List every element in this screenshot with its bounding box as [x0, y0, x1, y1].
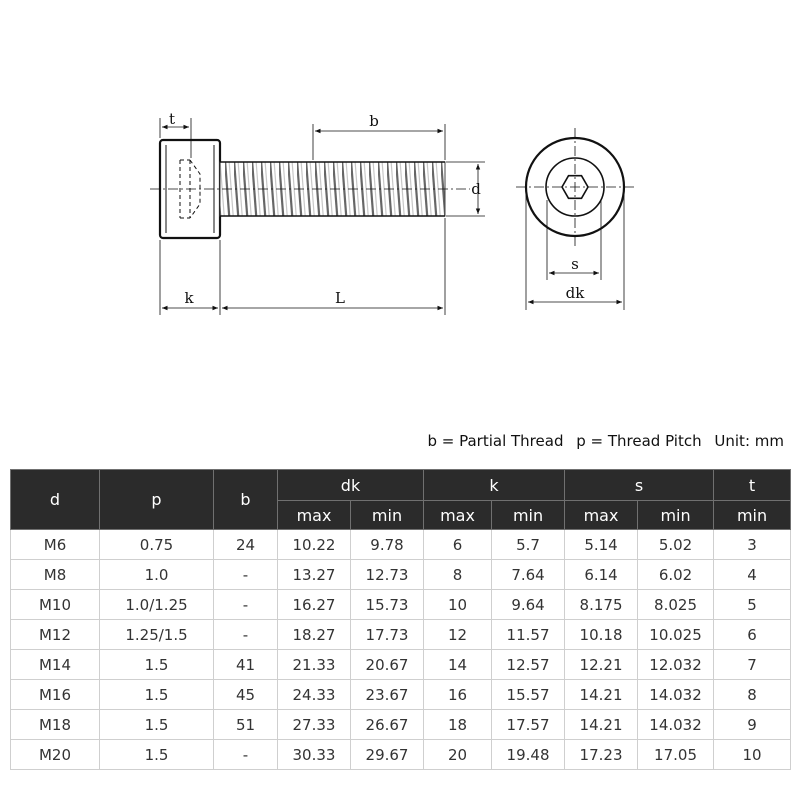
header-s: s — [565, 470, 714, 501]
table-cell: 10 — [424, 590, 492, 620]
label-t: t — [168, 110, 176, 128]
table-cell: 1.5 — [100, 710, 214, 740]
table-cell: 6.14 — [565, 560, 638, 590]
table-cell: - — [214, 740, 278, 770]
table-cell: 14.032 — [638, 710, 714, 740]
label-k: k — [184, 289, 194, 307]
label-L: L — [335, 289, 345, 307]
subheader-dk-max: max — [278, 501, 351, 530]
table-cell: 10.22 — [278, 530, 351, 560]
header-d: d — [11, 470, 100, 530]
table-cell: 27.33 — [278, 710, 351, 740]
table-cell: 10.18 — [565, 620, 638, 650]
header-p: p — [100, 470, 214, 530]
table-cell: 5.02 — [638, 530, 714, 560]
table-cell: 8.175 — [565, 590, 638, 620]
table-cell: 4 — [714, 560, 791, 590]
dimension-k — [160, 240, 220, 315]
table-cell: 19.48 — [492, 740, 565, 770]
label-b: b — [369, 112, 379, 130]
table-cell: 18 — [424, 710, 492, 740]
table-cell: 24 — [214, 530, 278, 560]
table-cell: 13.27 — [278, 560, 351, 590]
table-cell: 9.78 — [351, 530, 424, 560]
dimension-table — [10, 469, 791, 770]
table-row — [11, 560, 791, 590]
table-cell: 20.67 — [351, 650, 424, 680]
table-row — [11, 620, 791, 650]
table-cell: 15.57 — [492, 680, 565, 710]
table-cell: 10 — [714, 740, 791, 770]
subheader-k-min: min — [492, 501, 565, 530]
table-cell: M8 — [11, 560, 100, 590]
table-cell: 8 — [424, 560, 492, 590]
header-dk: dk — [278, 470, 424, 501]
table-cell: 1.0/1.25 — [100, 590, 214, 620]
table-row — [11, 740, 791, 770]
label-dk: dk — [565, 284, 585, 302]
table-cell: M20 — [11, 740, 100, 770]
table-cell: M12 — [11, 620, 100, 650]
table-cell: 17.05 — [638, 740, 714, 770]
dimension-b — [313, 112, 445, 160]
header-k: k — [424, 470, 565, 501]
table-cell: 15.73 — [351, 590, 424, 620]
table-cell: 11.57 — [492, 620, 565, 650]
table-cell: 14.21 — [565, 710, 638, 740]
table-row — [11, 650, 791, 680]
label-d: d — [471, 180, 481, 198]
table-cell: 30.33 — [278, 740, 351, 770]
table-cell: 1.0 — [100, 560, 214, 590]
table-cell: - — [214, 620, 278, 650]
screw-head-end-view — [516, 128, 634, 246]
table-cell: 12.73 — [351, 560, 424, 590]
legend-line — [427, 432, 784, 450]
table-cell: 6 — [424, 530, 492, 560]
table-cell: 12.57 — [492, 650, 565, 680]
table-cell: 20 — [424, 740, 492, 770]
table-cell: M10 — [11, 590, 100, 620]
table-cell: 41 — [214, 650, 278, 680]
table-cell: 18.27 — [278, 620, 351, 650]
table-cell: 9.64 — [492, 590, 565, 620]
table-cell: 12.032 — [638, 650, 714, 680]
legend-thread-pitch: p = Thread Pitch — [576, 432, 702, 450]
table-cell: 5.7 — [492, 530, 565, 560]
table-cell: - — [214, 560, 278, 590]
table-cell: M16 — [11, 680, 100, 710]
table-cell: - — [214, 590, 278, 620]
label-s: s — [571, 255, 579, 273]
table-cell: 5.14 — [565, 530, 638, 560]
table-cell: 7 — [714, 650, 791, 680]
table-cell: M14 — [11, 650, 100, 680]
table-row — [11, 710, 791, 740]
subheader-dk-min: min — [351, 501, 424, 530]
table-cell: 23.67 — [351, 680, 424, 710]
subheader-t-min: min — [714, 501, 791, 530]
table-cell: 7.64 — [492, 560, 565, 590]
legend-unit: Unit: mm — [714, 432, 784, 450]
table-cell: 45 — [214, 680, 278, 710]
table-cell: 14.032 — [638, 680, 714, 710]
table-cell: 1.5 — [100, 680, 214, 710]
table-cell: 5 — [714, 590, 791, 620]
table-cell: 12.21 — [565, 650, 638, 680]
table-row — [11, 680, 791, 710]
header-b: b — [214, 470, 278, 530]
table-cell: 1.5 — [100, 740, 214, 770]
table-cell: 1.25/1.5 — [100, 620, 214, 650]
table-cell: 14.21 — [565, 680, 638, 710]
table-cell: 16 — [424, 680, 492, 710]
table-cell: 9 — [714, 710, 791, 740]
table-body — [11, 530, 791, 770]
table-cell: 51 — [214, 710, 278, 740]
table-cell: 17.73 — [351, 620, 424, 650]
dimension-L — [222, 218, 445, 315]
table-cell: 1.5 — [100, 650, 214, 680]
table-row — [11, 530, 791, 560]
table-cell: 14 — [424, 650, 492, 680]
table-row — [11, 590, 791, 620]
table-cell: M6 — [11, 530, 100, 560]
table-cell: 8.025 — [638, 590, 714, 620]
table-cell: 24.33 — [278, 680, 351, 710]
subheader-k-max: max — [424, 501, 492, 530]
header-t: t — [714, 470, 791, 501]
table-cell: 12 — [424, 620, 492, 650]
table-cell: 26.67 — [351, 710, 424, 740]
subheader-s-min: min — [638, 501, 714, 530]
table-cell: M18 — [11, 710, 100, 740]
table-cell: 17.23 — [565, 740, 638, 770]
table-cell: 16.27 — [278, 590, 351, 620]
table-cell: 0.75 — [100, 530, 214, 560]
legend-partial-thread: b = Partial Thread — [427, 432, 564, 450]
subheader-s-max: max — [565, 501, 638, 530]
table-cell: 6.02 — [638, 560, 714, 590]
table-cell: 6 — [714, 620, 791, 650]
table-cell: 3 — [714, 530, 791, 560]
table-cell: 10.025 — [638, 620, 714, 650]
table-cell: 8 — [714, 680, 791, 710]
table-cell: 21.33 — [278, 650, 351, 680]
table-cell: 17.57 — [492, 710, 565, 740]
table-cell: 29.67 — [351, 740, 424, 770]
